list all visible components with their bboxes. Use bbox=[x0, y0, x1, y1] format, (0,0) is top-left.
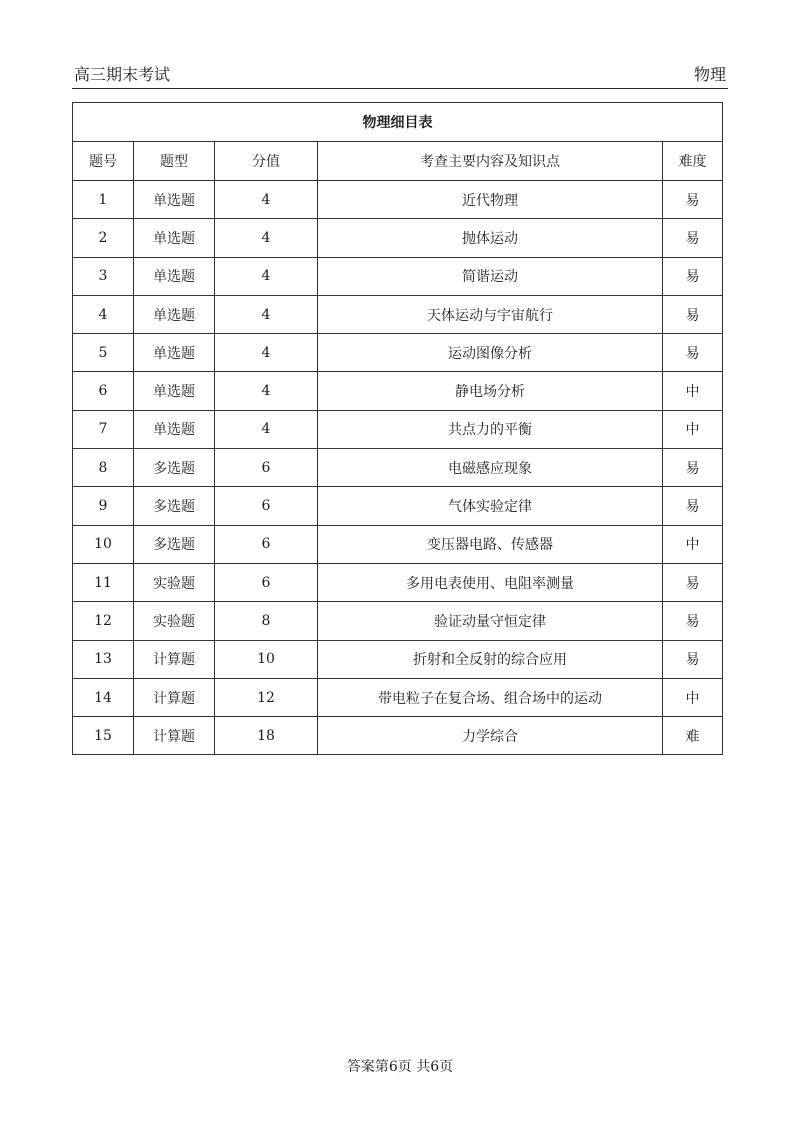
cell-content: 力学综合 bbox=[318, 717, 663, 755]
cell-no: 5 bbox=[73, 334, 134, 372]
column-header-difficulty: 难度 bbox=[663, 142, 723, 181]
cell-no: 1 bbox=[73, 181, 134, 219]
cell-no: 14 bbox=[73, 678, 134, 716]
column-header-content: 考查主要内容及知识点 bbox=[318, 142, 663, 181]
cell-difficulty: 易 bbox=[663, 257, 723, 295]
cell-type: 单选题 bbox=[134, 334, 215, 372]
cell-content: 简谐运动 bbox=[318, 257, 663, 295]
cell-difficulty: 易 bbox=[663, 449, 723, 487]
cell-no: 7 bbox=[73, 410, 134, 448]
cell-no: 12 bbox=[73, 602, 134, 640]
cell-no: 2 bbox=[73, 219, 134, 257]
table-row bbox=[73, 563, 723, 601]
cell-content: 近代物理 bbox=[318, 181, 663, 219]
cell-type: 实验题 bbox=[134, 602, 215, 640]
table-row bbox=[73, 640, 723, 678]
cell-type: 单选题 bbox=[134, 181, 215, 219]
exam-title: 高三期末考试 bbox=[74, 65, 171, 84]
cell-type: 计算题 bbox=[134, 640, 215, 678]
table-title-row bbox=[73, 103, 723, 142]
column-header-type: 题型 bbox=[134, 142, 215, 181]
cell-type: 单选题 bbox=[134, 410, 215, 448]
cell-content: 抛体运动 bbox=[318, 219, 663, 257]
cell-no: 4 bbox=[73, 295, 134, 333]
cell-content: 验证动量守恒定律 bbox=[318, 602, 663, 640]
table-row bbox=[73, 487, 723, 525]
table-title: 物理细目表 bbox=[73, 103, 723, 142]
table-row bbox=[73, 602, 723, 640]
column-header-no: 题号 bbox=[73, 142, 134, 181]
cell-score: 4 bbox=[215, 219, 318, 257]
cell-difficulty: 中 bbox=[663, 678, 723, 716]
table-row bbox=[73, 525, 723, 563]
cell-score: 4 bbox=[215, 257, 318, 295]
column-header-score: 分值 bbox=[215, 142, 318, 181]
cell-score: 18 bbox=[215, 717, 318, 755]
cell-no: 11 bbox=[73, 563, 134, 601]
cell-score: 4 bbox=[215, 410, 318, 448]
cell-content: 多用电表使用、电阻率测量 bbox=[318, 563, 663, 601]
cell-score: 4 bbox=[215, 295, 318, 333]
cell-content: 电磁感应现象 bbox=[318, 449, 663, 487]
cell-content: 折射和全反射的综合应用 bbox=[318, 640, 663, 678]
table-row bbox=[73, 678, 723, 716]
cell-content: 带电粒子在复合场、组合场中的运动 bbox=[318, 678, 663, 716]
cell-score: 8 bbox=[215, 602, 318, 640]
cell-no: 15 bbox=[73, 717, 134, 755]
cell-content: 运动图像分析 bbox=[318, 334, 663, 372]
cell-content: 变压器电路、传感器 bbox=[318, 525, 663, 563]
table-row bbox=[73, 717, 723, 755]
cell-type: 单选题 bbox=[134, 257, 215, 295]
cell-difficulty: 难 bbox=[663, 717, 723, 755]
cell-score: 4 bbox=[215, 181, 318, 219]
cell-type: 计算题 bbox=[134, 678, 215, 716]
table-header-row bbox=[73, 142, 723, 181]
cell-difficulty: 易 bbox=[663, 334, 723, 372]
cell-type: 实验题 bbox=[134, 563, 215, 601]
cell-difficulty: 中 bbox=[663, 372, 723, 410]
cell-score: 6 bbox=[215, 563, 318, 601]
table-row bbox=[73, 372, 723, 410]
table-row bbox=[73, 295, 723, 333]
detail-table bbox=[72, 102, 723, 755]
table-row bbox=[73, 257, 723, 295]
cell-score: 4 bbox=[215, 334, 318, 372]
cell-no: 6 bbox=[73, 372, 134, 410]
cell-difficulty: 易 bbox=[663, 563, 723, 601]
cell-no: 8 bbox=[73, 449, 134, 487]
cell-no: 13 bbox=[73, 640, 134, 678]
table-row bbox=[73, 449, 723, 487]
cell-difficulty: 中 bbox=[663, 410, 723, 448]
table-row bbox=[73, 181, 723, 219]
cell-difficulty: 易 bbox=[663, 640, 723, 678]
cell-type: 单选题 bbox=[134, 372, 215, 410]
cell-score: 10 bbox=[215, 640, 318, 678]
cell-score: 12 bbox=[215, 678, 318, 716]
table-row bbox=[73, 410, 723, 448]
cell-no: 10 bbox=[73, 525, 134, 563]
cell-score: 4 bbox=[215, 372, 318, 410]
cell-score: 6 bbox=[215, 487, 318, 525]
page-number: 答案第6页 共6页 bbox=[346, 1059, 454, 1075]
cell-difficulty: 易 bbox=[663, 181, 723, 219]
cell-score: 6 bbox=[215, 449, 318, 487]
cell-content: 共点力的平衡 bbox=[318, 410, 663, 448]
cell-difficulty: 易 bbox=[663, 295, 723, 333]
table-row bbox=[73, 219, 723, 257]
cell-content: 静电场分析 bbox=[318, 372, 663, 410]
cell-difficulty: 易 bbox=[663, 219, 723, 257]
cell-content: 天体运动与宇宙航行 bbox=[318, 295, 663, 333]
cell-difficulty: 中 bbox=[663, 525, 723, 563]
table-row bbox=[73, 334, 723, 372]
page-header bbox=[72, 60, 728, 89]
cell-difficulty: 易 bbox=[663, 487, 723, 525]
cell-difficulty: 易 bbox=[663, 602, 723, 640]
cell-type: 单选题 bbox=[134, 295, 215, 333]
cell-type: 多选题 bbox=[134, 449, 215, 487]
cell-no: 9 bbox=[73, 487, 134, 525]
cell-score: 6 bbox=[215, 525, 318, 563]
cell-content: 气体实验定律 bbox=[318, 487, 663, 525]
cell-no: 3 bbox=[73, 257, 134, 295]
cell-type: 多选题 bbox=[134, 487, 215, 525]
cell-type: 计算题 bbox=[134, 717, 215, 755]
subject-label: 物理 bbox=[693, 65, 726, 84]
cell-type: 多选题 bbox=[134, 525, 215, 563]
cell-type: 单选题 bbox=[134, 219, 215, 257]
